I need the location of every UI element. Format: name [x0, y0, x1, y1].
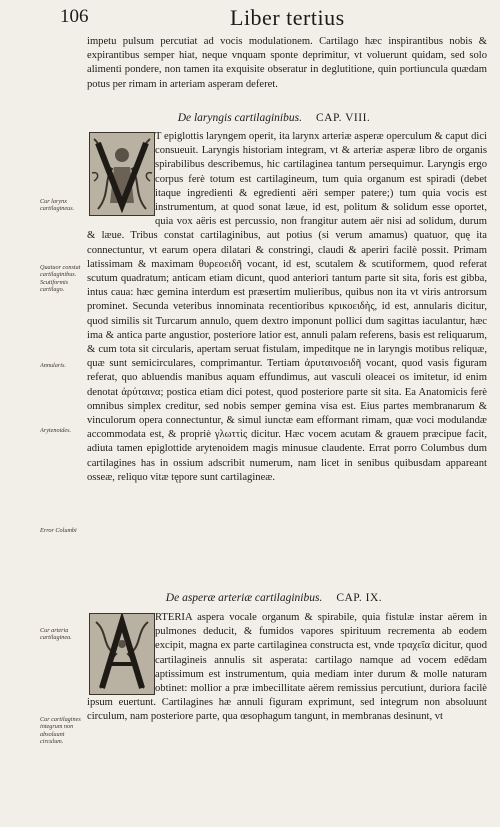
margin-note: Error Columbi: [40, 527, 77, 534]
page-number: 106: [60, 6, 89, 27]
opening-text: impetu pulsum percutiat ad vocis modulationem. Cartilago hæc inspirantibus nobis & expirantibus semper hiat, neque vnquam sponte deprimitur, vt voluerunt quidam, sed solo alimenti pondere, non tamen ita exquisite obseratur in deglutitione, quin portiuncula quædam potus per rimam in arteriam asperam deferet.: [87, 36, 487, 90]
chapter-9-text: RTERIA aspera vocale organum & spirabile, quia fistulæ instar aërem in pulmones deducit, & fumidos vapores spirituum recrementa ab eodem excipit, magna ex parte cartilaginea constructa est, vnde τραχεῖα dicitur, quod cartilagineis annulis sit asperata: cartilago namque ad vocem edēdam aptissimum est instrumentum, quia mediam inter durum & molle naturam obtinet: mollior a præ imbecillitate aërem remissius percutiunt, duriora facilè ipsum euertunt. Cartilagines hæ annuli figuram exprimunt, sed integrum non absoluunt circulum, nam posteriore parte, qua œsophagum tangunt, in membranas desinunt, vt: [87, 612, 487, 723]
margin-note: Cur larynx cartilagineus.: [40, 198, 75, 213]
chapter-8-heading: [0, 112, 500, 124]
chapter-8-title: De laryngis cartilaginibus.: [177, 112, 302, 124]
chapter-8-label: CAP. VIII.: [315, 112, 371, 124]
margin-note: Cur arteria cartilaginea.: [40, 627, 72, 642]
margin-note: Arytenoides.: [40, 427, 72, 434]
chapter-9-body: [87, 611, 487, 725]
chapter-9-heading: [0, 592, 500, 604]
chapter-8-body: [87, 130, 487, 485]
running-title: Liber tertius: [230, 5, 345, 30]
chapter-9-label: CAP. IX.: [336, 592, 383, 604]
chapter-9-title: De asperæ arteriæ cartilaginibus.: [165, 592, 323, 604]
margin-note: Cur cartilagines integrum non absoluunt circulum.: [40, 716, 81, 746]
margin-note: Quatuor constat cartilaginibus. Scutiformis cartilago.: [40, 264, 81, 294]
opening-paragraph: [87, 35, 487, 92]
drop-cap-spacer: [87, 611, 155, 695]
margin-note: Annularis.: [40, 362, 66, 369]
drop-cap-spacer: [87, 130, 155, 216]
chapter-8-text: T epiglottis laryngem operit, ita larynx arteriæ asperæ operculum & caput dici consueuit. Laryngis historiam integram, vt & arteriæ asperæ libro de organis spirabilibus describemus, hic cartilaginea tantum persequimur. Laryngis ergo corpus ferè totum est cartilagineum, tum quia organum est spiradi (debet itaque ingredienti & egredienti aëri semper patere;) tum quia vocis est instrumentum, at quod sonat læue, id est, politum & solidum esse oportet, quia vox aëris est percussio, non frangitur autem aër nisi ad solidum, durum & læue. Tribus constat cartilaginibus, aut potius (si verum amamus) quatuor, quę ita connectuntur, vt earum opera dilatari & constringi, claudi & aperiri facilè possit. Primam latissimam & maximam θυρεοειδῆ vocant, id est, scutalem & scutiformem, quod referat scutum quadratum; anticam etiam dicunt, quod anteriori tantum parte sit sita, foris est gibba, intus caua: hæc gemina interdum est præsertim mulieribus, quibus non ita vt viris antrorsum prominet. Secunda veteribus innominata recentioribus κρικοειδὴς, id est, annularis dicitur, quod similis sit Turcarum annulo, quem dextro imponunt pollici dum sagittas iaculantur, hæc ima & antica parte angustior, posteriore latior est, annuli palam referens, basis est reliquarum, & cum tota sit circularis, apertam seruat fistulam, impeditque ne in laryngis motibus reliquæ, quæ sunt semicirculares, comprimantur. Tertiam ἀρυταινοειδῆ vocant, quod vasis figuram referat, quo abluendis manibus aquam effundimus, aut vasculi oleacei os imitetur, id enim denotat ἀρύταινα; postica etiam dici potest, quod posteriore parte sit sita. Ea Anatomicis ferè omnibus simplex creditur, sed nobis semper gemina visa est. Eius partes membranarum & vinculorum opera connectuntur, & simul iunctæ eam efformant rimam, quæ voci modulandæ accommodata est, & propriè γλωττὶς dicitur. Hæc vocem acutam & grauem præcipue facit, adiuta tamen epiglottide arytenoidem magis minusue claudente. Errat porro Columbus dum cartilagines has in ossium adscribit numerum, nam licet in senibus quibusdam appareant osseæ, reliquo vitæ tępore sunt cartilagineæ.: [87, 131, 487, 483]
